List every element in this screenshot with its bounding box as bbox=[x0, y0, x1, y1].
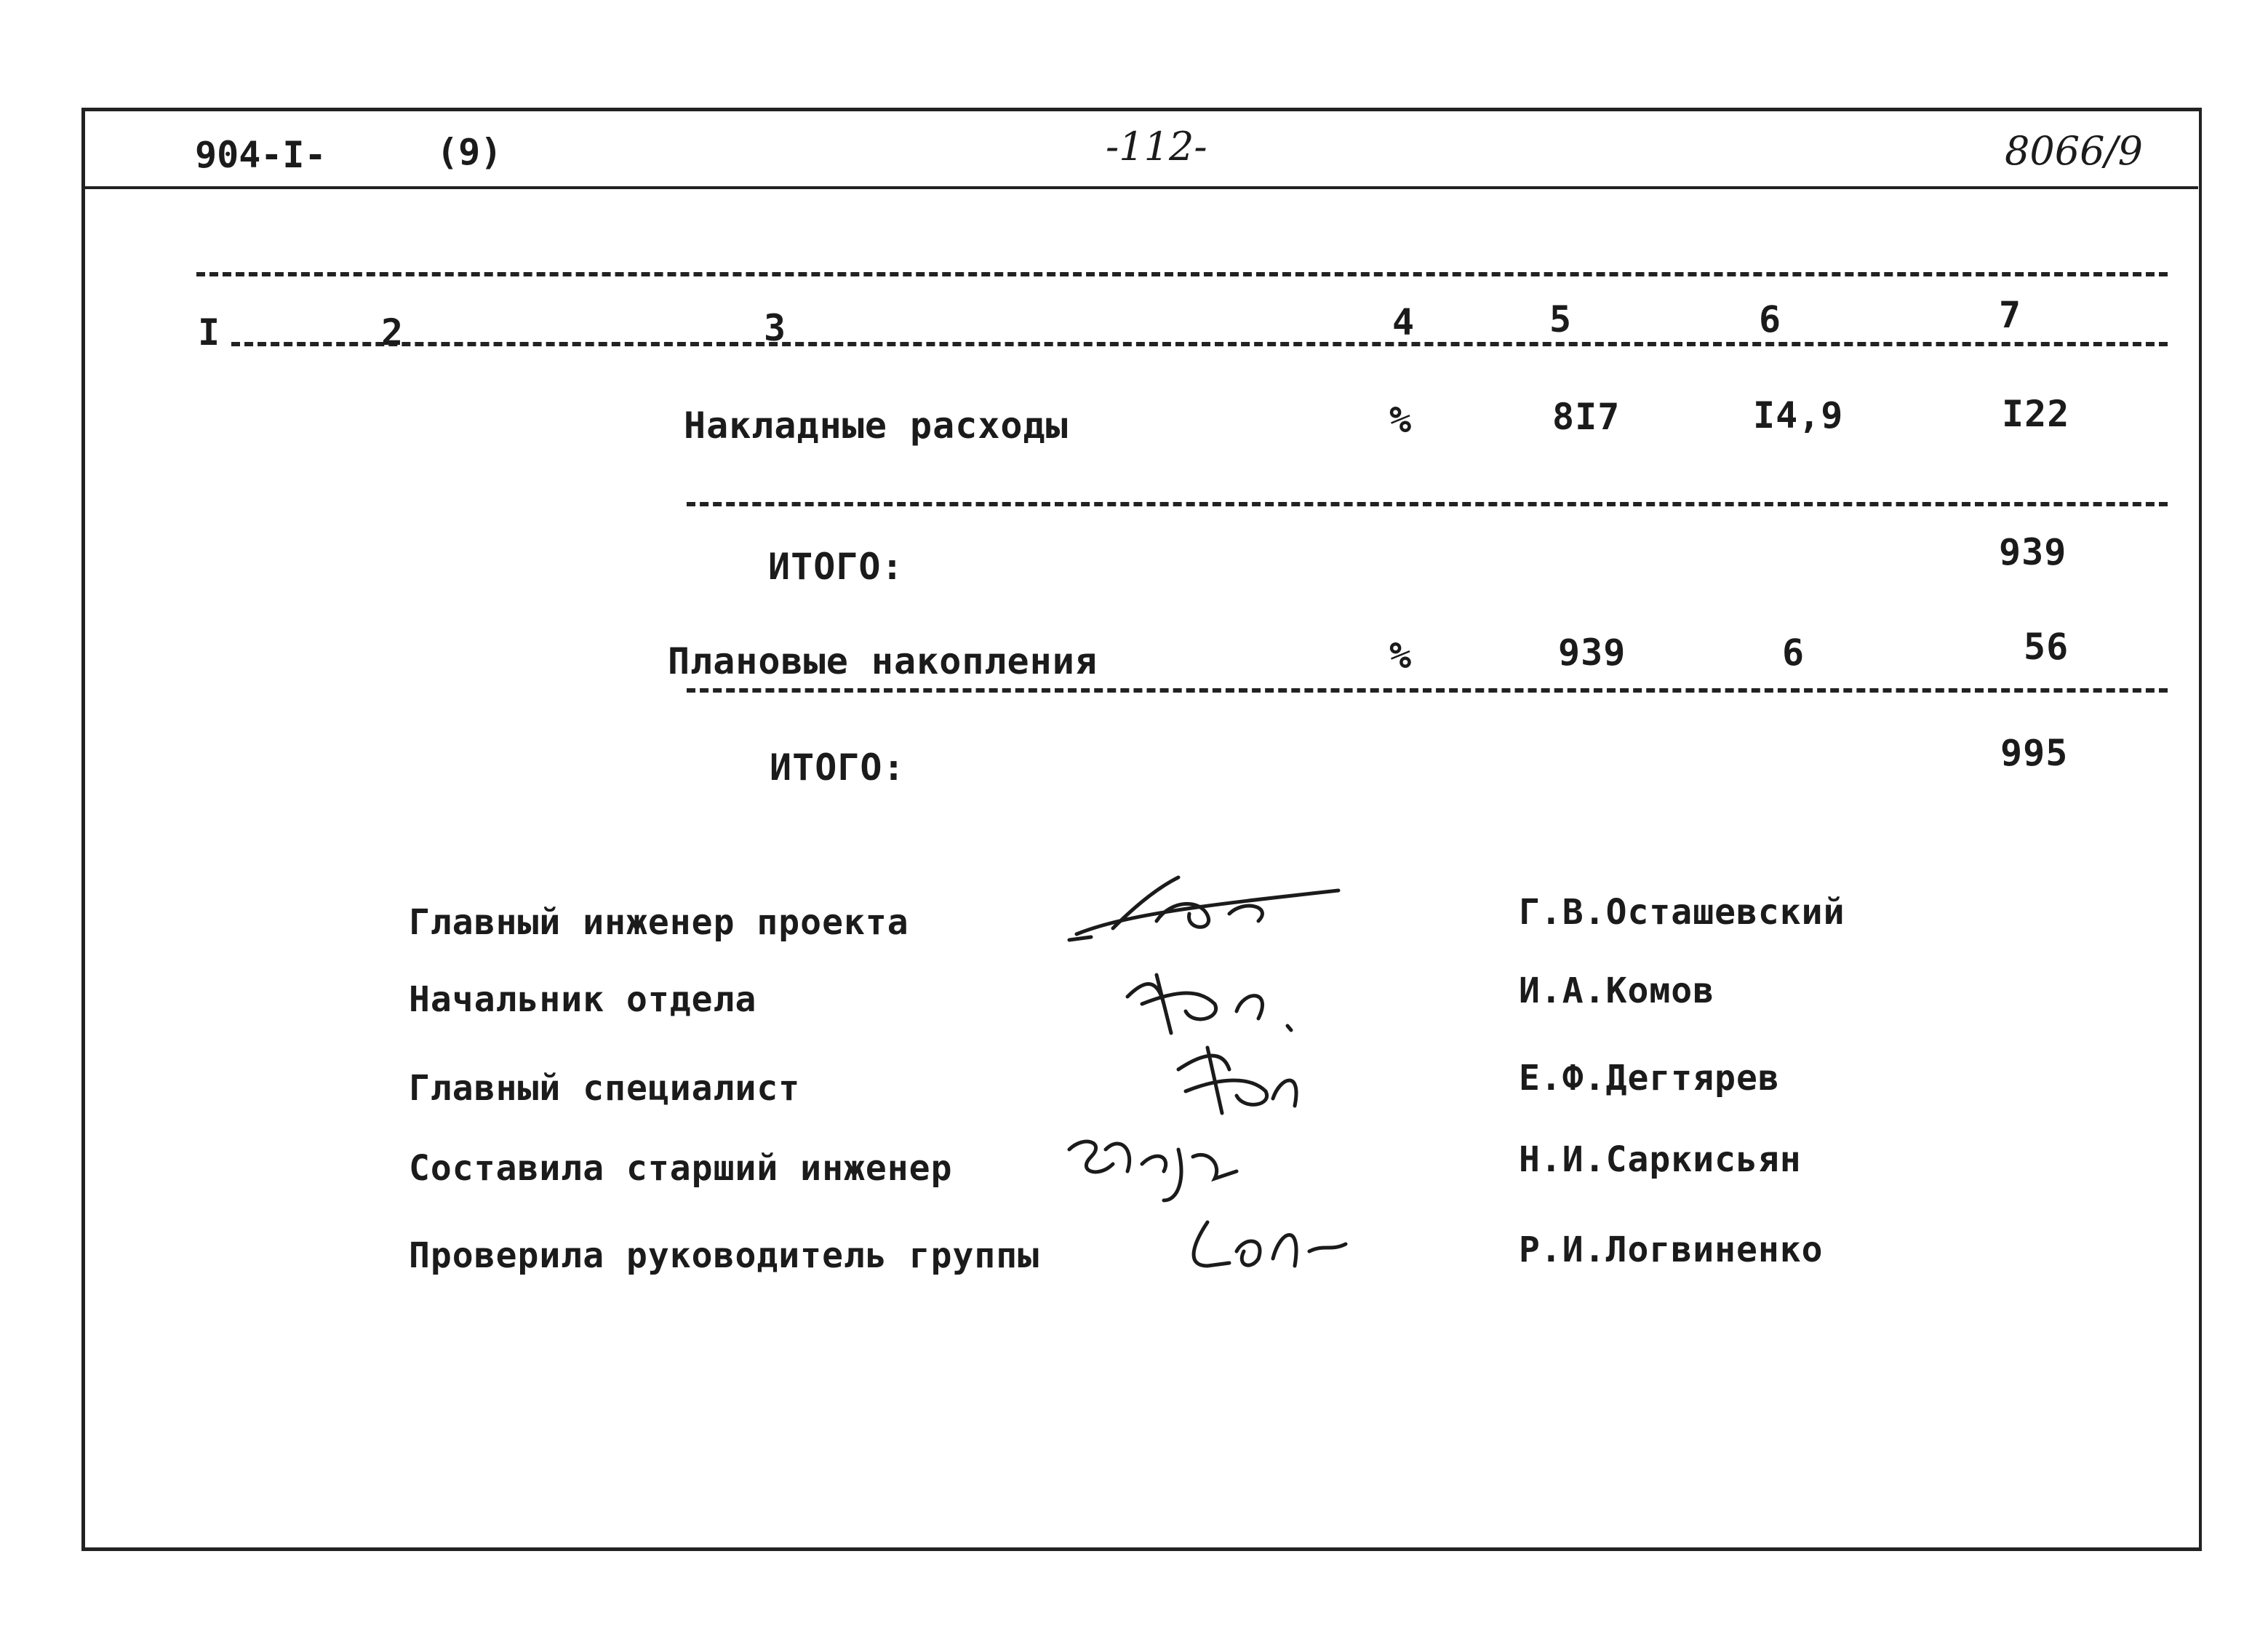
table-top-rule bbox=[196, 272, 2168, 276]
row-unit: % bbox=[1389, 399, 1413, 441]
signatory-title: Проверила руководитель группы bbox=[409, 1235, 1040, 1276]
signatory-name: Р.И.Логвиненко bbox=[1519, 1229, 1824, 1270]
row-rate: I4,9 bbox=[1753, 394, 1844, 437]
signature-image bbox=[1157, 1040, 1317, 1120]
column-header-rule bbox=[231, 342, 2168, 346]
column-number: 7 bbox=[1999, 294, 2021, 336]
row-name: Накладные расходы bbox=[684, 404, 1069, 447]
signatory-name: Н.И.Саркисьян bbox=[1519, 1139, 1802, 1180]
row-base: 8I7 bbox=[1552, 396, 1621, 438]
doc-code: 904-I- bbox=[195, 134, 327, 176]
row-name: ИТОГО: bbox=[768, 546, 904, 588]
signature-image bbox=[1178, 1200, 1360, 1280]
row-separator bbox=[687, 688, 2168, 693]
signatory-title: Начальник отдела bbox=[409, 979, 757, 1020]
row-base: 939 bbox=[1558, 631, 1626, 674]
signatory-title: Главный специалист bbox=[409, 1068, 801, 1109]
column-number: 2 bbox=[381, 311, 404, 354]
page-number: -112- bbox=[1106, 124, 1207, 170]
signature-image bbox=[1055, 1120, 1258, 1208]
signatory-name: Г.В.Осташевский bbox=[1519, 892, 1845, 933]
signatory-title: Главный инженер проекта bbox=[409, 902, 909, 943]
signatory-title: Составила старший инженер bbox=[409, 1148, 953, 1189]
row-separator bbox=[687, 502, 2168, 506]
signature-image bbox=[1062, 870, 1353, 950]
signatory-name: И.А.Комов bbox=[1519, 971, 1715, 1011]
column-number: 4 bbox=[1392, 301, 1415, 343]
row-sum: 995 bbox=[2000, 732, 2069, 774]
header-divider bbox=[81, 186, 2198, 189]
row-sum: I22 bbox=[2002, 393, 2070, 435]
row-sum: 939 bbox=[1999, 531, 2067, 573]
column-number: 3 bbox=[764, 307, 786, 349]
archive-number: 8066/9 bbox=[2005, 128, 2143, 174]
row-unit: % bbox=[1389, 634, 1413, 677]
signature-image bbox=[1113, 960, 1317, 1040]
column-number: 6 bbox=[1759, 298, 1781, 340]
row-name: Плановые накопления bbox=[668, 640, 1098, 682]
doc-part: (9) bbox=[436, 131, 503, 173]
row-name: ИТОГО: bbox=[770, 746, 906, 789]
signatory-name: Е.Ф.Дегтярев bbox=[1519, 1058, 1780, 1099]
column-number: I bbox=[198, 311, 220, 354]
column-number: 5 bbox=[1549, 298, 1572, 340]
row-rate: 6 bbox=[1782, 631, 1805, 674]
row-sum: 56 bbox=[2024, 626, 2069, 668]
